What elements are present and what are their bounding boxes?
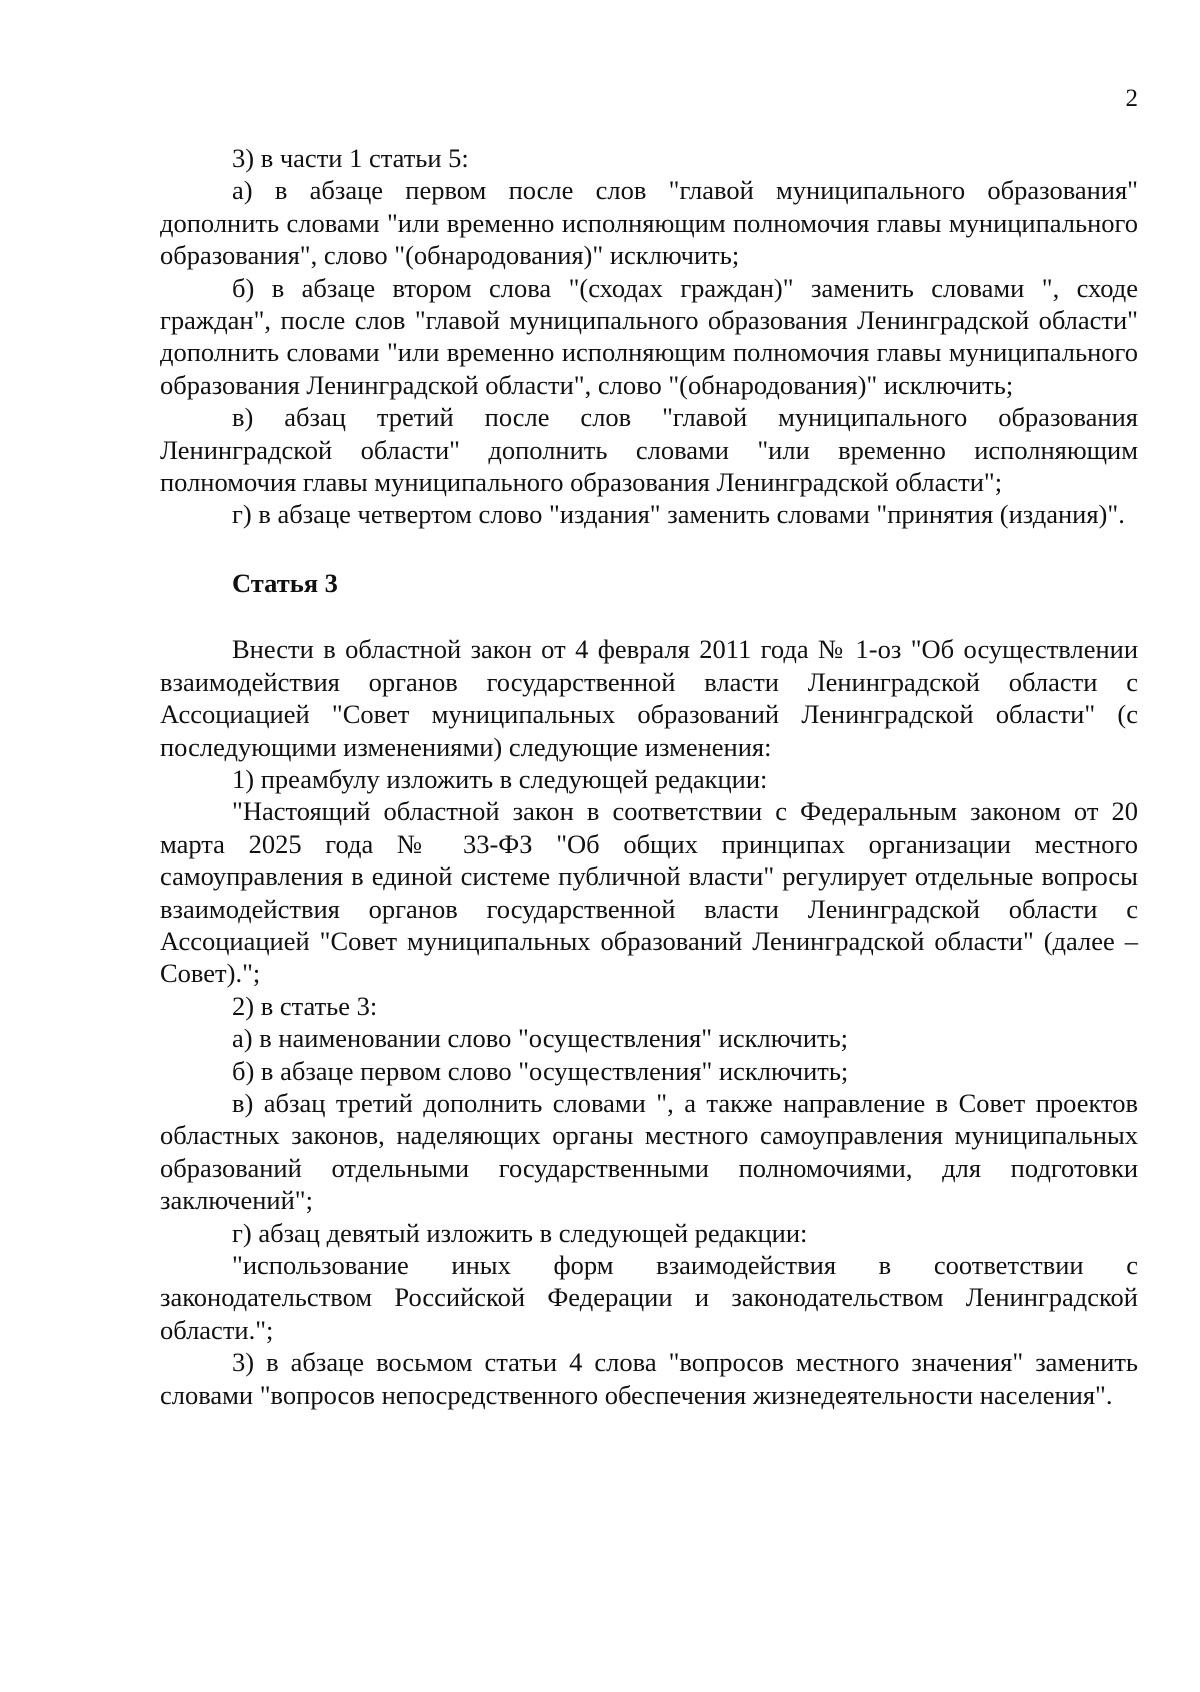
paragraph-item-2: 2) в статье 3: (232, 990, 378, 1021)
preamble-text-paragraph: "Настоящий областной закон в соответствии с Федеральным законом от 20 марта 2025 года № 33-ФЗ "Об общих принципах организации местного самоуправления в единой системе публичной власти" регулирует отдельные вопросы взаимодействия органов государственной власти Ленинградской области с Ассоциацией "Совет муниципальных образований Ленинградской области" (далее – Совет)."; (160, 796, 1138, 989)
article-intro-paragraph: Внести в областной закон от 4 февраля 2011 года № 1-оз "Об осуществлении взаимодействия органов государственной власти Ленинградской области с Ассоциацией "Совет муниципальных образований Ленинградской области" (с последующими изменениями) следующие изменения: (160, 634, 1138, 762)
paragraph-item-2-a: а) в наименовании слово "осуществления" исключить; (232, 1023, 849, 1054)
paragraph-subitem-b: б) в абзаце втором слова "(сходах граждан)" заменить словами ", сходе граждан", после слов "главой муниципального образования Ленинградской области" дополнить словами "или временно исполняющим полномочия главы муниципального образования Ленинградской области", слово "(обнародования)" исключить; (160, 272, 1138, 400)
paragraph-subitem-g: г) в абзаце четвертом слово "издания" заменить словами "принятия (издания)". (232, 499, 1125, 530)
paragraph-item-2-b: б) в абзаце первом слово "осуществления" исключить; (232, 1055, 849, 1086)
paragraph-item-3: 3) в части 1 статьи 5: (232, 143, 469, 173)
quoted-text-paragraph: "использование иных форм взаимодействия в соответствии с законодательством Российской Федерации и законодательством Ленинградской области."; (160, 1250, 1138, 1345)
paragraph-subitem-v: в) абзац третий после слов "главой муниципального образования Ленинградской области" дополнить словами "или временно исполняющим полномочия главы муниципального образования Ленинградской области"; (160, 402, 1138, 498)
page-number: 2 (1125, 85, 1138, 112)
article-heading: Статья 3 (232, 567, 338, 598)
document-body (160, 142, 1138, 1411)
paragraph-item-3-final: 3) в абзаце восьмом статьи 4 слова "вопросов местного значения" заменить словами "вопросов непосредственного обеспечения жизнедеятельности населения". (160, 1347, 1138, 1410)
paragraph-subitem-a: а) в абзаце первом после слов "главой муниципального образования" дополнить словами "или временно исполняющим полномочия главы муниципального образования", слово "(обнародования)" исключить; (160, 175, 1138, 271)
paragraph-item-2-v: в) абзац третий дополнить словами ", а также направление в Совет проектов областных законов, наделяющих органы местного самоуправления муниципальных образований отдельными государственными полномочиями, для подготовки заключений"; (160, 1087, 1138, 1216)
paragraph-item-2-g: г) абзац девятый изложить в следующей редакции: (232, 1217, 808, 1248)
paragraph-item-1: 1) преамбулу изложить в следующей редакции: (232, 763, 768, 794)
